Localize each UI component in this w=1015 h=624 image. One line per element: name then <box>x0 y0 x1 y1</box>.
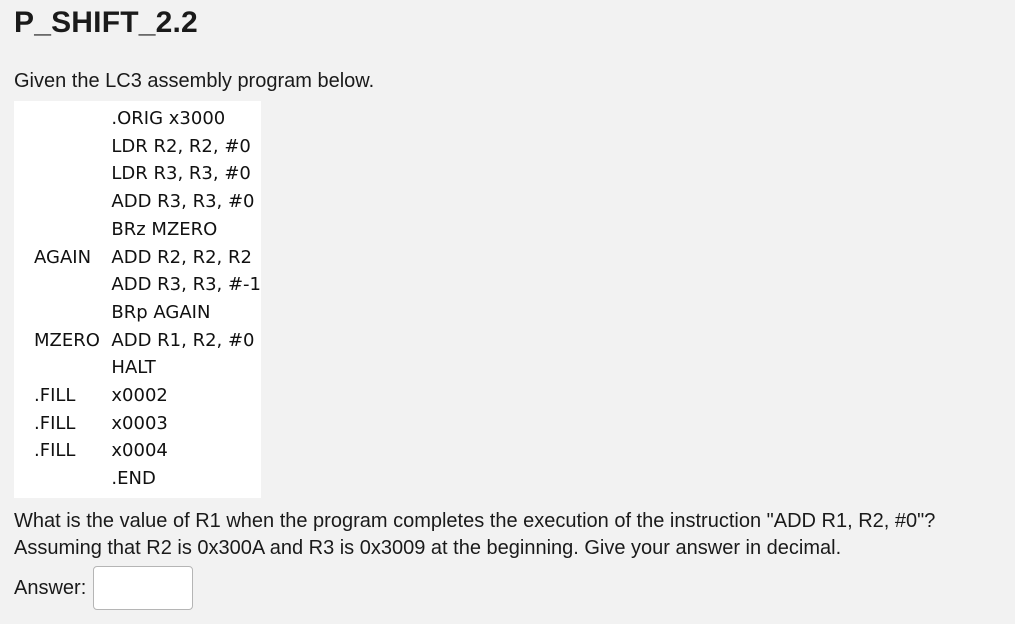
code-label <box>28 465 111 493</box>
code-instruction: HALT <box>111 357 156 379</box>
code-label: .FILL <box>34 412 76 434</box>
answer-row <box>14 566 193 610</box>
code-line <box>28 299 261 327</box>
code-line <box>28 244 261 272</box>
code-instruction: ADD R2, R2, R2 <box>111 246 252 268</box>
code-label <box>28 354 111 382</box>
answer-input[interactable] <box>93 566 193 610</box>
answer-label: Answer: <box>14 576 87 599</box>
code-line <box>28 382 261 410</box>
code-instruction: LDR R2, R2, #0 <box>111 135 251 157</box>
code-label: MZERO <box>34 329 100 351</box>
code-label <box>28 271 111 299</box>
code-line <box>28 465 261 493</box>
code-label <box>28 105 111 133</box>
code-label: AGAIN <box>34 246 92 268</box>
code-label <box>28 216 111 244</box>
code-instruction: ADD R1, R2, #0 <box>111 329 255 351</box>
code-label <box>28 188 111 216</box>
code-instruction: ADD R3, R3, #-1 <box>111 274 261 296</box>
code-label <box>28 299 111 327</box>
code-line <box>28 410 261 438</box>
code-instruction: x0003 <box>111 412 168 434</box>
code-instruction: BRp AGAIN <box>111 301 211 323</box>
code-instruction: x0004 <box>111 440 168 462</box>
code-table <box>28 105 261 493</box>
code-line <box>28 354 261 382</box>
question-line-1: What is the value of R1 when the program completes the execution of the instruction "ADD R1, R2, #0"? <box>14 510 936 532</box>
intro-text: Given the LC3 assembly program below. <box>14 70 375 92</box>
code-line <box>28 133 261 161</box>
code-instruction: .END <box>111 468 156 490</box>
code-instruction: LDR R3, R3, #0 <box>111 163 251 185</box>
code-line <box>28 216 261 244</box>
question-line-2: Assuming that R2 is 0x300A and R3 is 0x3009 at the beginning. Give your answer in decimal. <box>14 537 842 559</box>
code-line <box>28 105 261 133</box>
code-instruction: .ORIG x3000 <box>111 108 226 129</box>
code-label: .FILL <box>34 385 76 407</box>
page-title: P_SHIFT_2.2 <box>14 6 198 39</box>
code-listing <box>14 101 261 498</box>
code-instruction: x0002 <box>111 385 168 407</box>
code-line <box>28 188 261 216</box>
code-line <box>28 271 261 299</box>
code-line <box>28 160 261 188</box>
code-instruction: ADD R3, R3, #0 <box>111 191 255 213</box>
code-label <box>28 160 111 188</box>
code-line <box>28 327 261 355</box>
code-label: .FILL <box>34 440 76 462</box>
code-label <box>28 133 111 161</box>
code-line <box>28 437 261 465</box>
question-text <box>14 508 1014 562</box>
code-instruction: BRz MZERO <box>111 218 218 240</box>
